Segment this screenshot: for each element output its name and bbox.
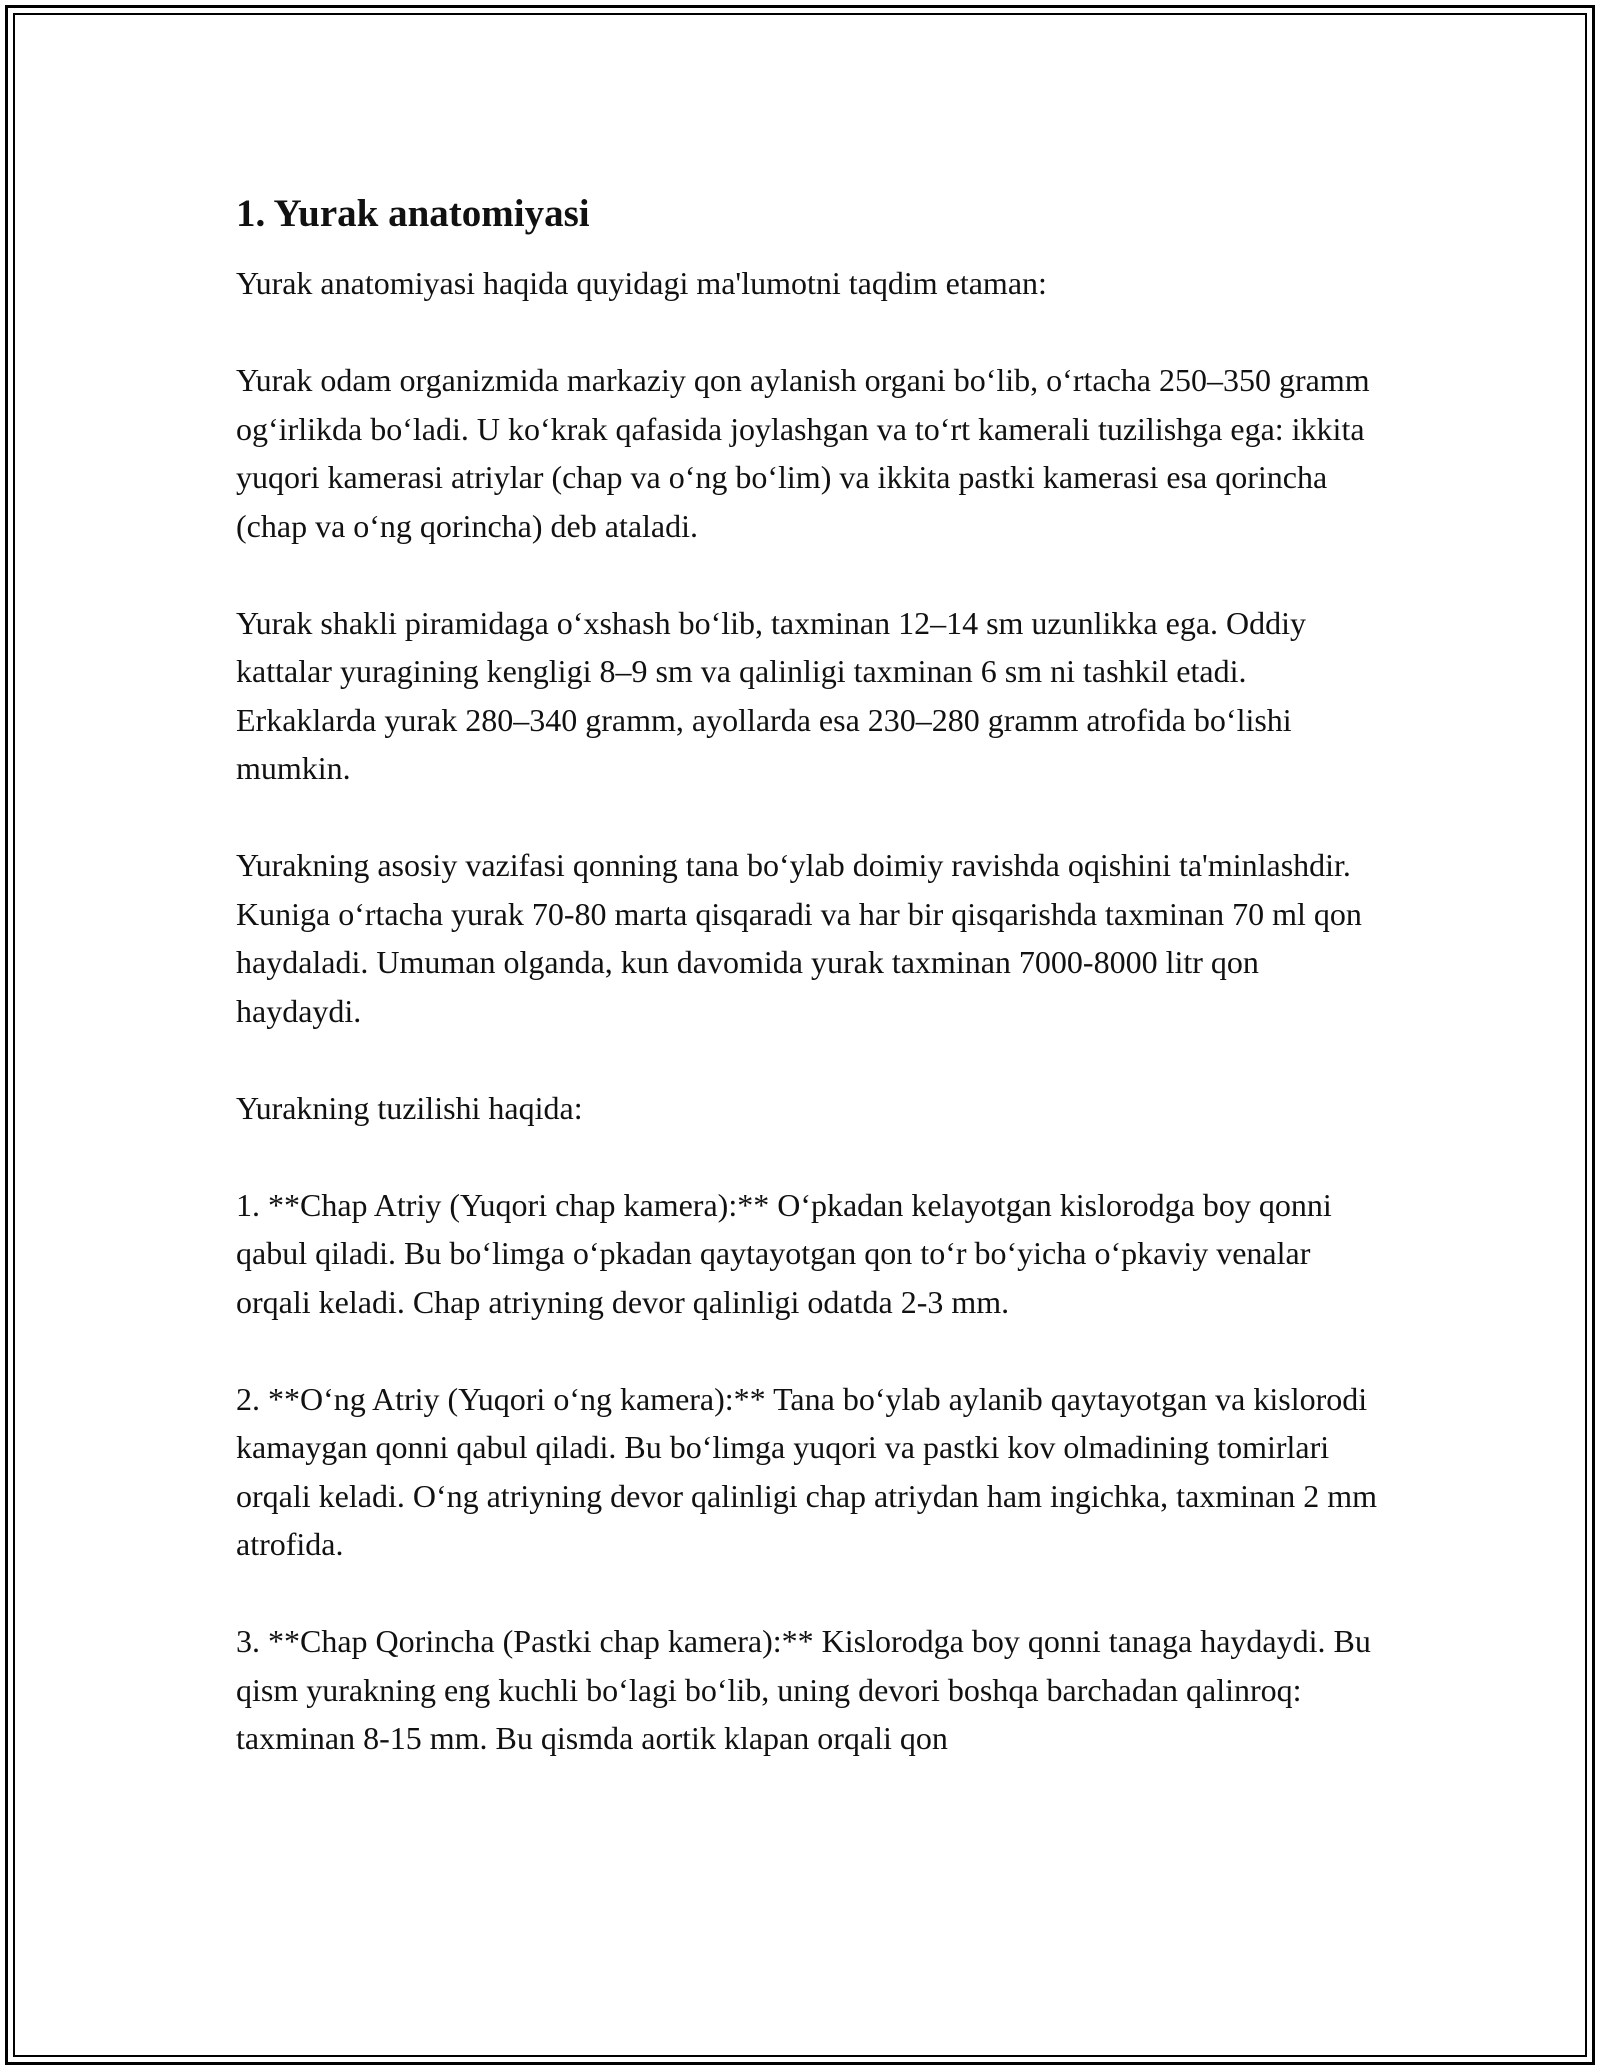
section-heading: 1. Yurak anatomiyasi: [236, 192, 590, 235]
paragraph-shape-size: Yurak shakli piramidaga o‘xshash bo‘lib, taxminan 12–14 sm uzunlikka ega. Oddiy kattalar yuragining kengligi 8–9 sm va qalinligi taxminan 6 sm ni tashkil etadi. Erkaklarda yurak 280–340 gramm, ayollarda esa 230–280 gramm atrofida bo‘lishi mumkin.: [236, 604, 1307, 786]
list-item-left-ventricle: 3. **Chap Qorincha (Pastki chap kamera):** Kislorodga boy qonni tanaga haydaydi. Bu qism yurakning eng kuchli bo‘lagi bo‘lib, uning devori boshqa barchadan qalinroq: taxminan 8-15 mm. Bu qismda aortik klapan orqali qon: [236, 1623, 1371, 1756]
document-body: [236, 186, 1386, 1811]
paragraph-overview: Yurak odam organizmida markaziy qon aylanish organi bo‘lib, o‘rtacha 250–350 gramm og‘irlikda bo‘ladi. U ko‘krak qafasida joylashgan va to‘rt kamerali tuzilishga ega: ikkita yuqori kamerasi atriylar (chap va o‘ng bo‘lim) va ikkita pastki kamerasi esa qorincha (chap va o‘ng qorincha) deb ataladi.: [236, 362, 1370, 544]
list-item-left-atrium: 1. **Chap Atriy (Yuqori chap kamera):** O‘pkadan kelayotgan kislorodga boy qonni qabul qiladi. Bu bo‘limga o‘pkadan qaytayotgan qon to‘r bo‘yicha o‘pkaviy venalar orqali keladi. Chap atriyning devor qalinligi odatda 2-3 mm.: [236, 1186, 1332, 1320]
list-item-right-atrium: 2. **O‘ng Atriy (Yuqori o‘ng kamera):** Tana bo‘ylab aylanib qaytayotgan va kislorodi kamaygan qonni qabul qiladi. Bu bo‘limga yuqori va pastki kov olmadining tomirlari orqali keladi. O‘ng atriyning devor qalinligi chap atriydan ham ingichka, taxminan 2 mm atrofida.: [236, 1380, 1378, 1562]
paragraph-function: Yurakning asosiy vazifasi qonning tana bo‘ylab doimiy ravishda oqishini ta'minlashdir. Kuniga o‘rtacha yurak 70-80 marta qisqaradi va har bir qisqarishda taxminan 70 ml qon haydaladi. Umuman olganda, kun davomida yurak taxminan 7000-8000 litr qon haydaydi.: [236, 847, 1362, 1029]
paragraph-structure-intro: Yurakning tuzilishi haqida:: [236, 1089, 583, 1126]
paragraph-intro: Yurak anatomiyasi haqida quyidagi ma'lumotni taqdim etaman:: [236, 265, 1047, 301]
